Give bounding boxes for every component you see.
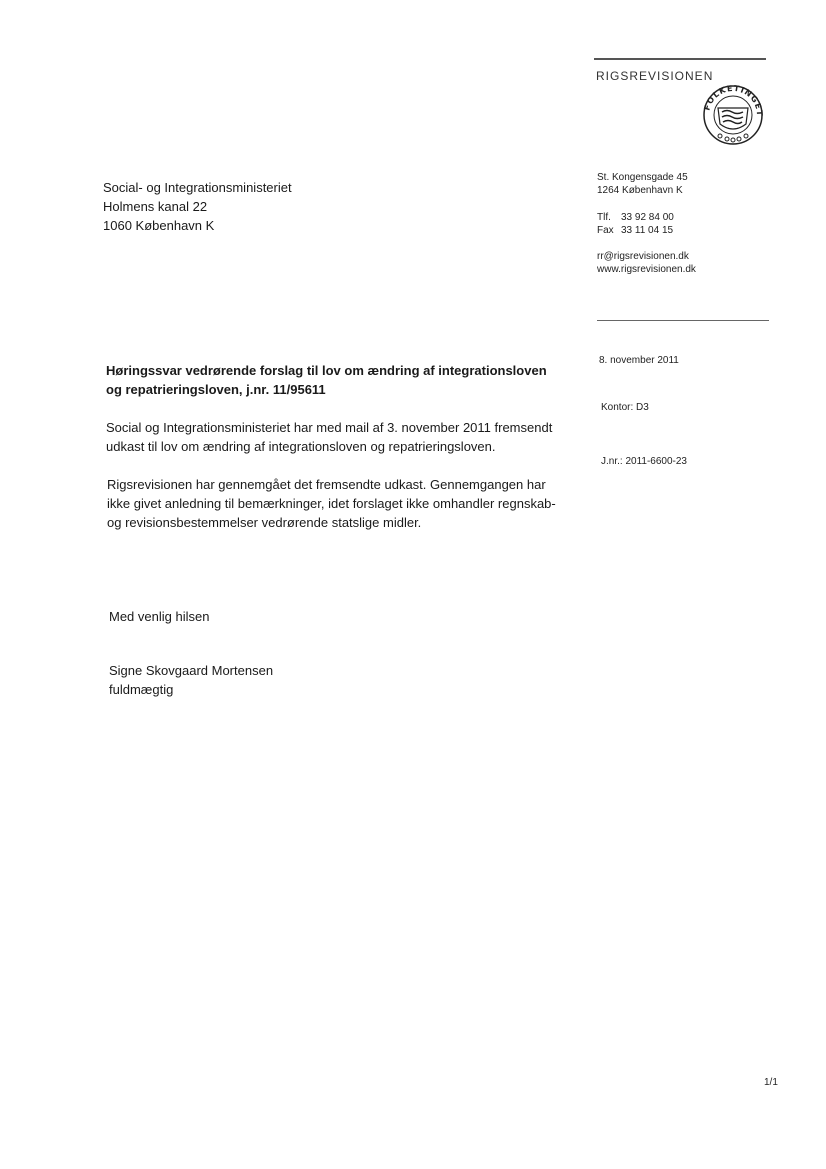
sender-website: www.rigsrevisionen.dk bbox=[597, 264, 696, 275]
sender-web-block bbox=[597, 250, 696, 276]
closing-greeting: Med venlig hilsen bbox=[109, 609, 210, 624]
seal-text: FOLKETINGET bbox=[702, 84, 765, 117]
sender-street: St. Kongensgade 45 bbox=[597, 172, 688, 183]
paragraph-line: og revisionsbestemmelser vedrørende statslige midler. bbox=[107, 515, 422, 530]
page-number: 1/1 bbox=[764, 1077, 778, 1088]
paragraph-line: ikke givet anledning til bemærkninger, idet forslaget ikke omhandler regnskab- bbox=[107, 496, 556, 511]
sender-phone-block bbox=[597, 211, 674, 237]
recipient-street: Holmens kanal 22 bbox=[103, 199, 208, 214]
office-reference: Kontor: D3 bbox=[601, 402, 649, 413]
recipient-name: Social- og Integrationsministeriet bbox=[103, 180, 292, 195]
letter-date: 8. november 2011 bbox=[599, 355, 679, 366]
fax-number: 33 11 04 15 bbox=[621, 225, 674, 236]
signer-title: fuldmægtig bbox=[109, 682, 174, 697]
paragraph-line: udkast til lov om ændring af integrationsloven og repatrieringsloven. bbox=[106, 439, 496, 454]
sender-bottom-rule bbox=[597, 320, 769, 321]
sender-address bbox=[597, 171, 688, 197]
organization-name: RIGSREVISIONEN bbox=[596, 69, 714, 83]
signature-block bbox=[109, 661, 273, 699]
title-line: Høringssvar vedrørende forslag til lov om ændring af integrationsloven bbox=[106, 363, 547, 378]
signer-name: Signe Skovgaard Mortensen bbox=[109, 663, 274, 678]
phone-label: Tlf. bbox=[597, 212, 611, 223]
letter-title bbox=[106, 361, 547, 399]
recipient-address bbox=[103, 178, 292, 235]
phone-number: 33 92 84 00 bbox=[621, 212, 674, 223]
journal-number: J.nr.: 2011-6600-23 bbox=[601, 456, 687, 467]
folketinget-seal-icon bbox=[700, 84, 766, 146]
paragraph-line: Social og Integrationsministeriet har med mail af 3. november 2011 fremsendt bbox=[106, 420, 553, 435]
letterhead-top-rule bbox=[594, 58, 766, 60]
paragraph-2 bbox=[107, 475, 556, 532]
sender-email: rr@rigsrevisionen.dk bbox=[597, 251, 689, 262]
title-line: og repatrieringsloven, j.nr. 11/95611 bbox=[106, 382, 326, 397]
recipient-city: 1060 København K bbox=[103, 218, 215, 233]
paragraph-line: Rigsrevisionen har gennemgået det fremsendte udkast. Gennemgangen har bbox=[107, 477, 546, 492]
sender-city: 1264 København K bbox=[597, 185, 683, 196]
fax-label: Fax bbox=[597, 225, 614, 236]
paragraph-1 bbox=[106, 418, 552, 456]
